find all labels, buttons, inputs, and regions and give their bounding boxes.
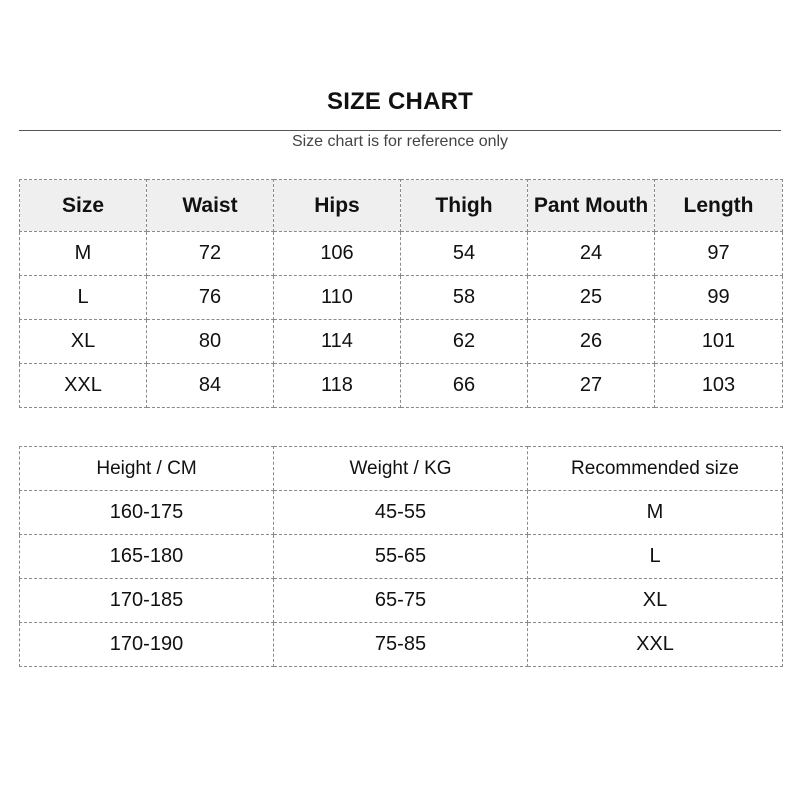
table-cell: L	[20, 276, 147, 320]
table-cell: 170-185	[20, 579, 274, 623]
table-cell: 76	[147, 276, 274, 320]
table-cell: 165-180	[20, 535, 274, 579]
column-header-thigh: Thigh	[401, 180, 528, 232]
table-cell: 160-175	[20, 491, 274, 535]
size-recommendation-table	[19, 446, 783, 667]
column-header-height: Height / CM	[20, 447, 274, 491]
table-cell: 55-65	[274, 535, 528, 579]
table-header-row	[20, 447, 783, 491]
column-header-hips: Hips	[274, 180, 401, 232]
column-header-length: Length	[655, 180, 783, 232]
table-cell: 103	[655, 364, 783, 408]
table-cell: 84	[147, 364, 274, 408]
table-cell: 170-190	[20, 623, 274, 667]
column-header-weight: Weight / KG	[274, 447, 528, 491]
table-cell: 58	[401, 276, 528, 320]
table-header-row	[20, 180, 783, 232]
table-cell: 118	[274, 364, 401, 408]
table-cell: 25	[528, 276, 655, 320]
size-measurement-table	[19, 179, 783, 408]
table-cell: XL	[20, 320, 147, 364]
table-cell: 110	[274, 276, 401, 320]
table-cell: XXL	[528, 623, 783, 667]
table-cell: 106	[274, 232, 401, 276]
table-cell: M	[20, 232, 147, 276]
table-cell: 62	[401, 320, 528, 364]
column-header-waist: Waist	[147, 180, 274, 232]
title-divider	[19, 130, 781, 131]
table-cell: 75-85	[274, 623, 528, 667]
table-row	[20, 491, 783, 535]
table-cell: 66	[401, 364, 528, 408]
table-cell: 97	[655, 232, 783, 276]
table-cell: M	[528, 491, 783, 535]
table-row	[20, 579, 783, 623]
table-cell: 80	[147, 320, 274, 364]
table-cell: XXL	[20, 364, 147, 408]
table-row	[20, 232, 783, 276]
table-cell: 26	[528, 320, 655, 364]
table-cell: 72	[147, 232, 274, 276]
table-cell: 65-75	[274, 579, 528, 623]
page-title: SIZE CHART	[327, 88, 473, 115]
table-cell: 99	[655, 276, 783, 320]
table-row	[20, 535, 783, 579]
table-row	[20, 364, 783, 408]
column-header-pant-mouth: Pant Mouth	[528, 180, 655, 232]
table-row	[20, 320, 783, 364]
table-cell: 101	[655, 320, 783, 364]
table-cell: 24	[528, 232, 655, 276]
table-row	[20, 623, 783, 667]
table-cell: XL	[528, 579, 783, 623]
table-cell: 27	[528, 364, 655, 408]
page-subtitle: Size chart is for reference only	[291, 133, 509, 150]
table-cell: 45-55	[274, 491, 528, 535]
column-header-size: Size	[20, 180, 147, 232]
table-cell: L	[528, 535, 783, 579]
table-cell: 114	[274, 320, 401, 364]
column-header-recommended-size: Recommended size	[528, 447, 783, 491]
table-row	[20, 276, 783, 320]
table-cell: 54	[401, 232, 528, 276]
